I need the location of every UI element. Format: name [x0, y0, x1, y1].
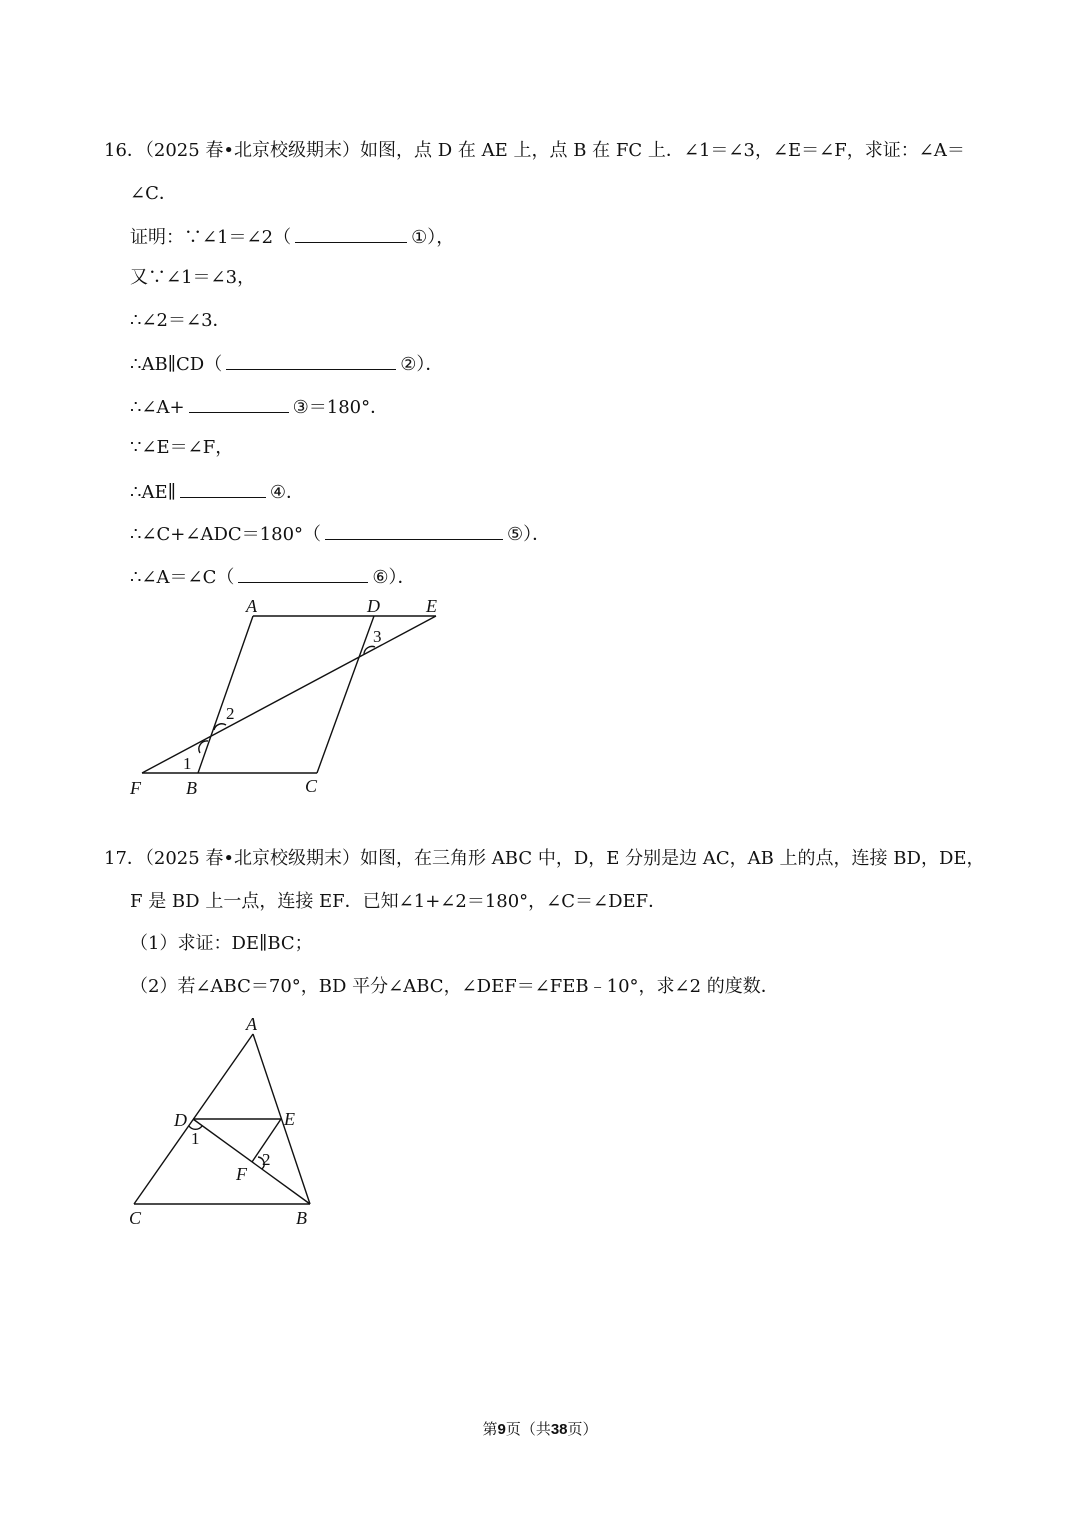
- total-pages: 38: [550, 1421, 568, 1438]
- proof-text: ⑤）．: [507, 524, 551, 545]
- q16-proof-line-4: [130, 351, 443, 377]
- label-angle-3: 3: [373, 627, 382, 646]
- proof-text: ④．: [269, 482, 305, 503]
- label-angle-1: 1: [191, 1129, 200, 1148]
- q16-proof-line-7: [130, 479, 304, 505]
- answer-blank-6[interactable]: [238, 564, 368, 583]
- q16-proof-line-2: 又∵∠1＝∠3，: [130, 267, 256, 288]
- segment-AB: [198, 616, 253, 773]
- proof-text: ∴∠A＝∠C（: [130, 567, 235, 588]
- label-C: C: [129, 1208, 142, 1228]
- segment-FE: [142, 616, 436, 773]
- label-F: F: [130, 778, 141, 798]
- page-footer: [0, 1418, 1080, 1439]
- proof-text: 证明：∵∠1＝∠2（: [130, 227, 292, 248]
- q17-part-2: （2）若∠ABC＝70°，BD 平分∠ABC，∠DEF＝∠FEB﹣10°，求∠2 的度数．: [130, 976, 779, 997]
- footer-text: 页）: [567, 1420, 598, 1438]
- q17-figure: [120, 1010, 330, 1230]
- proof-text: ∴∠C+∠ADC＝180°（: [130, 524, 322, 545]
- proof-text: ∴∠A+: [130, 397, 185, 418]
- proof-text: ⑥）．: [372, 567, 416, 588]
- footer-text: 第: [482, 1420, 498, 1438]
- q16-stem-line1: 16．（2025 春•北京校级期末）如图，点 D 在 AE 上，点 B 在 FC 上．∠1＝∠3，∠E＝∠F，求证：∠A＝: [104, 140, 965, 161]
- q17-stem-line1: 17．（2025 春•北京校级期末）如图，在三角形 ABC 中，D，E 分别是边 AC，AB 上的点，连接 BD，DE，: [104, 848, 985, 869]
- q16-proof-line-9: [130, 564, 416, 590]
- q16-proof-line-6: ∵∠E＝∠F，: [130, 437, 234, 458]
- label-C: C: [305, 776, 318, 796]
- label-B: B: [296, 1208, 307, 1228]
- proof-text: ②）．: [400, 354, 444, 375]
- answer-blank-5[interactable]: [325, 521, 503, 540]
- label-A: A: [246, 596, 257, 616]
- q16-proof-line-5: [130, 394, 388, 420]
- q16-stem-line2: ∠C．: [130, 183, 177, 204]
- q16-figure: [120, 590, 460, 805]
- label-angle-2: 2: [262, 1150, 271, 1169]
- proof-text: ∴AB∥CD（: [130, 354, 223, 375]
- label-E: E: [284, 1109, 295, 1129]
- q17-stem-line2: F 是 BD 上一点，连接 EF．已知∠1+∠2＝180°，∠C＝∠DEF．: [130, 891, 667, 912]
- proof-text: ∴AE∥: [130, 482, 176, 503]
- label-angle-2: 2: [226, 704, 235, 723]
- answer-blank-4[interactable]: [180, 479, 266, 498]
- label-F: F: [236, 1164, 247, 1184]
- answer-blank-3[interactable]: [189, 394, 289, 413]
- q17-part-1: （1）求证：DE∥BC；: [130, 933, 313, 954]
- label-E: E: [426, 596, 437, 616]
- proof-text: ①），: [411, 227, 455, 248]
- label-D: D: [367, 596, 380, 616]
- proof-text: ③＝180°．: [292, 397, 389, 418]
- label-D: D: [174, 1110, 187, 1130]
- label-A: A: [246, 1014, 257, 1034]
- label-angle-1: 1: [183, 754, 192, 773]
- answer-blank-1[interactable]: [295, 224, 407, 243]
- label-B: B: [186, 778, 197, 798]
- segment-DC: [317, 616, 374, 773]
- q16-proof-line-8: [130, 521, 550, 547]
- answer-blank-2[interactable]: [226, 351, 396, 370]
- page-number: 9: [497, 1421, 506, 1438]
- q16-proof-line-1: [130, 224, 454, 250]
- footer-text: 页（共: [505, 1420, 551, 1438]
- q16-proof-line-3: ∴∠2＝∠3．: [130, 310, 231, 331]
